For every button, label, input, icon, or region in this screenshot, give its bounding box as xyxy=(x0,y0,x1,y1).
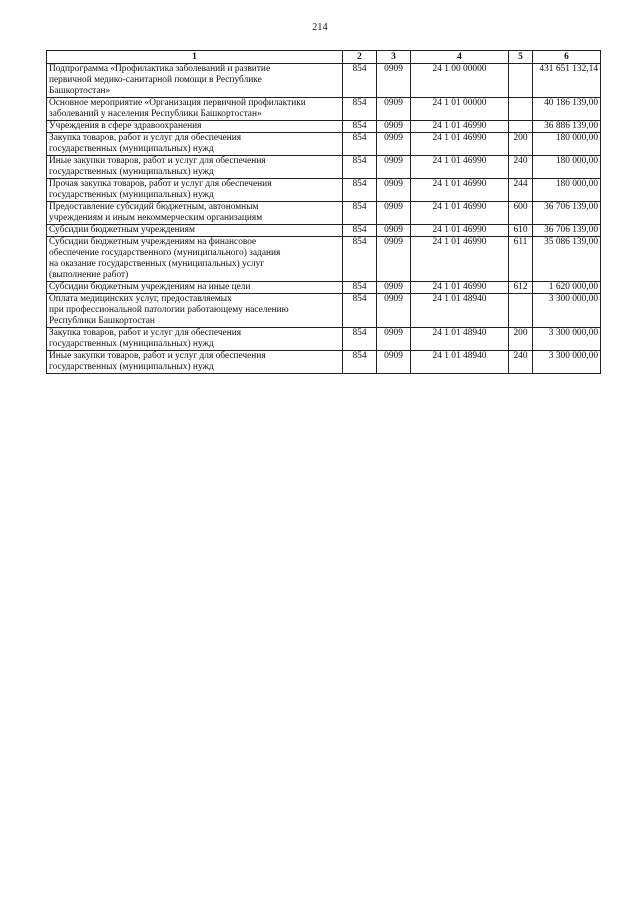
row-target-article: 24 1 01 46990 xyxy=(411,156,509,179)
row-amount: 180 000,00 xyxy=(533,179,601,202)
row-ministry-code: 854 xyxy=(343,179,377,202)
row-amount: 431 651 132,14 xyxy=(533,64,601,98)
table-row xyxy=(47,156,601,179)
row-amount: 36 706 139,00 xyxy=(533,202,601,225)
table-row xyxy=(47,282,601,294)
row-target-article: 24 1 01 46990 xyxy=(411,133,509,156)
column-header-5: 5 xyxy=(509,51,533,64)
row-ministry-code: 854 xyxy=(343,237,377,282)
row-expense-type: 200 xyxy=(509,328,533,351)
row-expense-type: 240 xyxy=(509,351,533,374)
column-header-4: 4 xyxy=(411,51,509,64)
row-ministry-code: 854 xyxy=(343,133,377,156)
row-amount: 180 000,00 xyxy=(533,156,601,179)
row-expense-type: 612 xyxy=(509,282,533,294)
row-section-code: 0909 xyxy=(377,179,411,202)
table-row xyxy=(47,121,601,133)
row-target-article: 24 1 01 46990 xyxy=(411,179,509,202)
row-ministry-code: 854 xyxy=(343,294,377,328)
row-name: Закупка товаров, работ и услуг для обеспечения государственных (муниципальных) нужд xyxy=(47,133,343,156)
row-amount: 3 300 000,00 xyxy=(533,328,601,351)
row-expense-type: 611 xyxy=(509,237,533,282)
row-amount: 1 620 000,00 xyxy=(533,282,601,294)
column-header-2: 2 xyxy=(343,51,377,64)
row-target-article: 24 1 01 48940 xyxy=(411,328,509,351)
row-target-article: 24 1 01 00000 xyxy=(411,98,509,121)
row-name: Субсидии бюджетным учреждениям xyxy=(47,225,343,237)
header-row xyxy=(47,51,601,64)
row-section-code: 0909 xyxy=(377,121,411,133)
row-name: Прочая закупка товаров, работ и услуг для обеспечения государственных (муниципальных) нужд xyxy=(47,179,343,202)
row-ministry-code: 854 xyxy=(343,202,377,225)
table-row xyxy=(47,133,601,156)
row-ministry-code: 854 xyxy=(343,351,377,374)
row-target-article: 24 1 01 46990 xyxy=(411,225,509,237)
table-row xyxy=(47,225,601,237)
row-expense-type: 244 xyxy=(509,179,533,202)
row-amount: 40 186 139,00 xyxy=(533,98,601,121)
row-name: Иные закупки товаров, работ и услуг для обеспечения государственных (муниципальных) нужд xyxy=(47,156,343,179)
table-row xyxy=(47,64,601,98)
row-name: Учреждения в сфере здравоохранения xyxy=(47,121,343,133)
row-section-code: 0909 xyxy=(377,294,411,328)
table-row xyxy=(47,202,601,225)
row-section-code: 0909 xyxy=(377,237,411,282)
row-expense-type: 600 xyxy=(509,202,533,225)
row-ministry-code: 854 xyxy=(343,328,377,351)
row-ministry-code: 854 xyxy=(343,225,377,237)
row-target-article: 24 1 01 46990 xyxy=(411,121,509,133)
row-expense-type: 200 xyxy=(509,133,533,156)
row-name: Оплата медицинских услуг, предоставляемых при профессиональной патологии работающему населению Республики Башкортостан xyxy=(47,294,343,328)
column-header-3: 3 xyxy=(377,51,411,64)
row-name: Закупка товаров, работ и услуг для обеспечения государственных (муниципальных) нужд xyxy=(47,328,343,351)
row-ministry-code: 854 xyxy=(343,156,377,179)
row-amount: 3 300 000,00 xyxy=(533,351,601,374)
row-amount: 36 706 139,00 xyxy=(533,225,601,237)
row-expense-type xyxy=(509,98,533,121)
row-amount: 3 300 000,00 xyxy=(533,294,601,328)
row-name: Основное мероприятие «Организация первичной профилактики заболеваний у населения Республики Башкортостан» xyxy=(47,98,343,121)
row-section-code: 0909 xyxy=(377,351,411,374)
row-ministry-code: 854 xyxy=(343,121,377,133)
column-header-6: 6 xyxy=(533,51,601,64)
row-target-article: 24 1 01 46990 xyxy=(411,202,509,225)
row-expense-type xyxy=(509,294,533,328)
row-section-code: 0909 xyxy=(377,282,411,294)
row-section-code: 0909 xyxy=(377,64,411,98)
budget-table xyxy=(46,50,601,374)
row-ministry-code: 854 xyxy=(343,64,377,98)
row-expense-type xyxy=(509,64,533,98)
row-target-article: 24 1 01 46990 xyxy=(411,237,509,282)
row-amount: 35 086 139,00 xyxy=(533,237,601,282)
row-ministry-code: 854 xyxy=(343,98,377,121)
row-amount: 180 000,00 xyxy=(533,133,601,156)
row-target-article: 24 1 01 48940 xyxy=(411,351,509,374)
page-number: 214 xyxy=(312,22,328,33)
row-expense-type: 240 xyxy=(509,156,533,179)
row-name: Субсидии бюджетным учреждениям на финансовое обеспечение государственного (муниципального) задания на оказание государственных (муниципальных) услуг (выполнение работ) xyxy=(47,237,343,282)
table-row xyxy=(47,351,601,374)
row-target-article: 24 1 01 48940 xyxy=(411,294,509,328)
row-name: Субсидии бюджетным учреждениям на иные цели xyxy=(47,282,343,294)
row-section-code: 0909 xyxy=(377,156,411,179)
row-section-code: 0909 xyxy=(377,202,411,225)
table-row xyxy=(47,294,601,328)
row-section-code: 0909 xyxy=(377,133,411,156)
row-name: Иные закупки товаров, работ и услуг для обеспечения государственных (муниципальных) нужд xyxy=(47,351,343,374)
table-row xyxy=(47,98,601,121)
column-header-1: 1 xyxy=(47,51,343,64)
row-expense-type xyxy=(509,121,533,133)
row-expense-type: 610 xyxy=(509,225,533,237)
row-amount: 36 886 139,00 xyxy=(533,121,601,133)
row-target-article: 24 1 00 00000 xyxy=(411,64,509,98)
table-row xyxy=(47,328,601,351)
row-name: Подпрограмма «Профилактика заболеваний и развитие первичной медико-санитарной помощи в Республике Башкортостан» xyxy=(47,64,343,98)
row-section-code: 0909 xyxy=(377,98,411,121)
row-ministry-code: 854 xyxy=(343,282,377,294)
row-target-article: 24 1 01 46990 xyxy=(411,282,509,294)
table-row xyxy=(47,179,601,202)
table-row xyxy=(47,237,601,282)
row-section-code: 0909 xyxy=(377,328,411,351)
row-section-code: 0909 xyxy=(377,225,411,237)
row-name: Предоставление субсидий бюджетным, автономным учреждениям и иным некоммерческим организациям xyxy=(47,202,343,225)
